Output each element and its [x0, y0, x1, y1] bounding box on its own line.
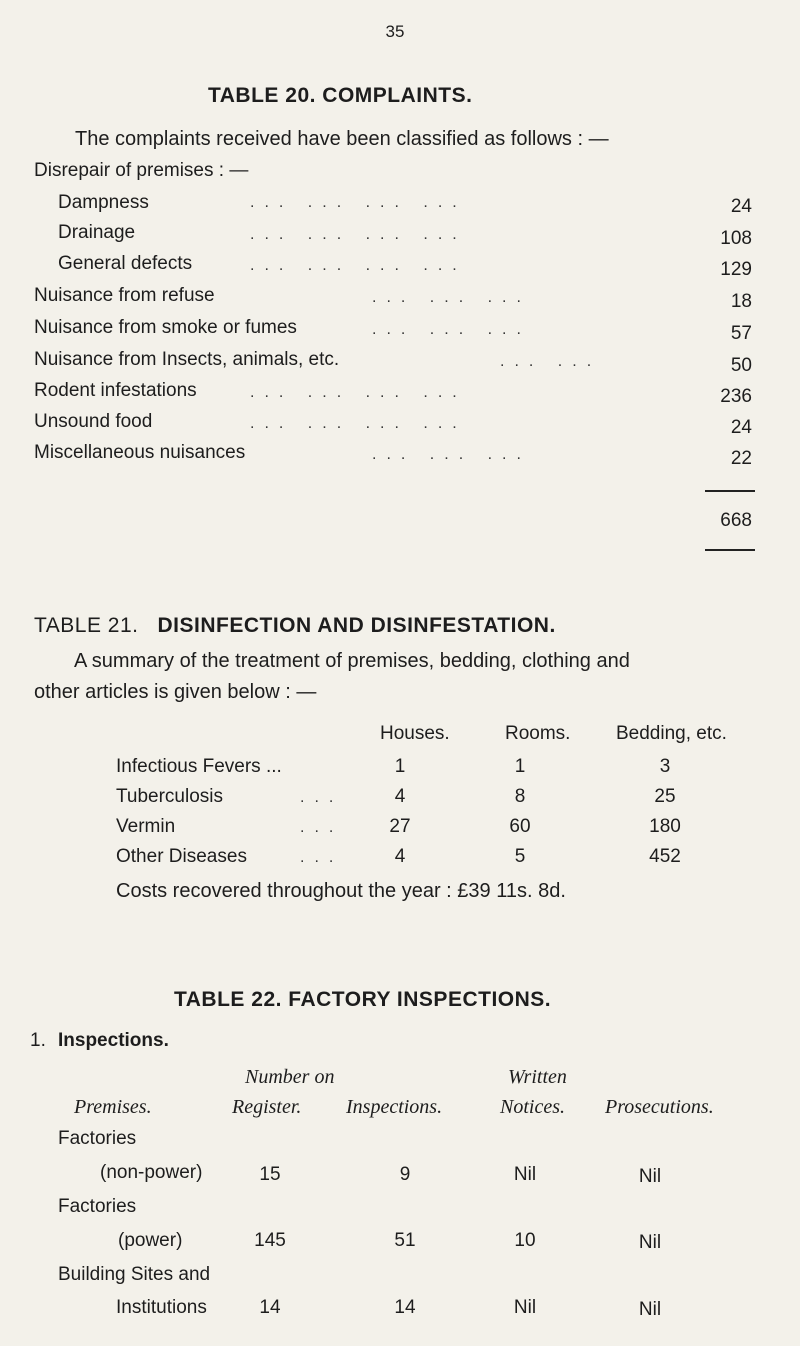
- leader-dots: ... ... ...: [372, 446, 531, 463]
- column-header-prosecutions: Prosecutions.: [605, 1096, 714, 1118]
- register-cell: 145: [254, 1230, 286, 1251]
- rooms-cell: 60: [509, 816, 531, 837]
- complaint-label: Miscellaneous nuisances: [34, 442, 246, 463]
- table-20-group-label: Disrepair of premises : —: [34, 160, 249, 181]
- complaint-value: 50: [730, 355, 752, 376]
- notices-cell: Nil: [513, 1164, 537, 1185]
- prosecutions-cell: Nil: [638, 1299, 662, 1320]
- complaint-value: 57: [730, 323, 752, 344]
- premises-line2: (power): [118, 1230, 183, 1251]
- bedding-cell: 25: [654, 786, 676, 807]
- houses-cell: 27: [389, 816, 411, 837]
- column-header-bedding: Bedding, etc.: [616, 723, 727, 744]
- bedding-cell: 3: [659, 756, 671, 777]
- row-label: Other Diseases: [116, 846, 247, 867]
- column-header-houses: Houses.: [380, 723, 450, 744]
- row-label: Infectious Fevers ...: [116, 756, 282, 777]
- notices-cell: Nil: [513, 1297, 537, 1318]
- complaint-value: 22: [730, 448, 752, 469]
- complaints-total: 668: [720, 510, 752, 531]
- complaint-label: Nuisance from Insects, animals, etc.: [34, 349, 340, 370]
- table-20-title: TABLE 20. COMPLAINTS.: [208, 84, 473, 107]
- column-header-rooms: Rooms.: [505, 723, 571, 744]
- complaint-value: 236: [720, 386, 752, 407]
- leader-dots: ... ... ...: [372, 289, 531, 306]
- complaint-value: 18: [730, 291, 752, 312]
- column-header-premises: Premises.: [74, 1096, 152, 1118]
- total-rule-bottom: [705, 549, 755, 551]
- complaint-value: 24: [730, 196, 752, 217]
- leader-dots: ... ...: [500, 353, 602, 370]
- complaint-label: Dampness: [58, 192, 149, 213]
- complaint-value: 108: [720, 228, 752, 249]
- premises-line1: Factories: [58, 1196, 137, 1217]
- page-number: 35: [385, 22, 405, 41]
- section-number: 1.: [30, 1030, 46, 1051]
- houses-cell: 4: [394, 846, 406, 867]
- bedding-cell: 180: [649, 816, 681, 837]
- column-header-register: Register.: [232, 1096, 302, 1118]
- complaint-label: Drainage: [58, 222, 136, 243]
- complaint-label: Unsound food: [34, 411, 153, 432]
- rooms-cell: 5: [514, 846, 526, 867]
- inspections-cell: 14: [394, 1297, 416, 1318]
- header-number-on: Number on: [245, 1066, 335, 1088]
- leader-dots: ... ... ... ...: [250, 226, 467, 243]
- rooms-cell: 1: [514, 756, 526, 777]
- leader-dots: ... ... ... ...: [250, 384, 467, 401]
- premises-line1: Building Sites and: [58, 1264, 211, 1285]
- prosecutions-cell: Nil: [638, 1166, 662, 1187]
- row-label: Vermin: [116, 816, 176, 837]
- complaint-value: 24: [730, 417, 752, 438]
- column-header-notices: Notices.: [500, 1096, 565, 1118]
- table-21-title: TABLE 21. DISINFECTION AND DISINFESTATION.: [34, 614, 556, 637]
- bedding-cell: 452: [649, 846, 681, 867]
- leader-dots: ... ... ... ...: [250, 257, 467, 274]
- register-cell: 14: [259, 1297, 281, 1318]
- houses-cell: 4: [394, 786, 406, 807]
- prosecutions-cell: Nil: [638, 1232, 662, 1253]
- complaint-label: Rodent infestations: [34, 380, 197, 401]
- register-cell: 15: [259, 1164, 281, 1185]
- complaint-label: Nuisance from smoke or fumes: [34, 317, 297, 338]
- leader-dots: ... ... ... ...: [250, 415, 467, 432]
- section-label: Inspections.: [58, 1030, 169, 1051]
- premises-line1: Factories: [58, 1128, 137, 1149]
- column-header-inspections: Inspections.: [346, 1096, 443, 1118]
- leader-dots: ...: [300, 849, 344, 866]
- notices-cell: 10: [514, 1230, 536, 1251]
- leader-dots: ... ... ... ...: [250, 194, 467, 211]
- complaint-value: 129: [720, 259, 752, 280]
- leader-dots: ... ... ...: [372, 321, 531, 338]
- leader-dots: ...: [300, 789, 344, 806]
- premises-line2: Institutions: [116, 1297, 207, 1318]
- complaint-label: Nuisance from refuse: [34, 285, 215, 306]
- table-21-intro-line2: other articles is given below : —: [34, 681, 317, 703]
- complaint-label: General defects: [58, 253, 193, 274]
- inspections-cell: 51: [394, 1230, 416, 1251]
- total-rule-top: [705, 490, 755, 492]
- premises-line2: (non-power): [100, 1162, 203, 1183]
- rooms-cell: 8: [514, 786, 526, 807]
- table-21-intro-line1: A summary of the treatment of premises, bedding, clothing and: [74, 650, 630, 672]
- row-label: Tuberculosis: [116, 786, 224, 807]
- header-written: Written: [508, 1066, 567, 1088]
- table-22-title: TABLE 22. FACTORY INSPECTIONS.: [174, 988, 552, 1011]
- leader-dots: ...: [300, 819, 344, 836]
- inspections-cell: 9: [399, 1164, 411, 1185]
- costs-recovered: Costs recovered throughout the year : £39 11s. 8d.: [116, 880, 566, 902]
- table-20-intro: The complaints received have been classified as follows : —: [75, 128, 609, 150]
- houses-cell: 1: [394, 756, 406, 777]
